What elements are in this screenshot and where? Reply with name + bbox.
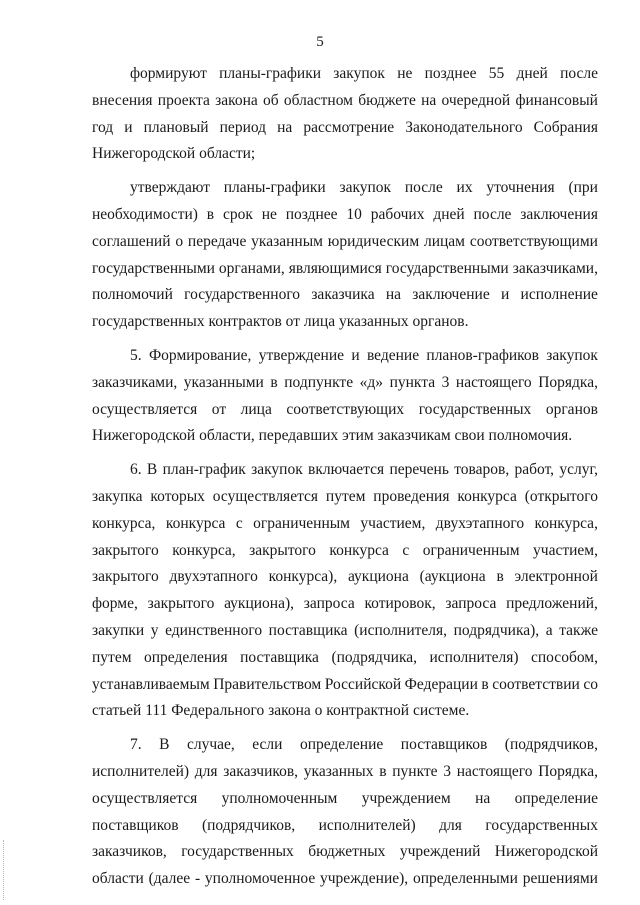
text-line: форме, закрытого аукциона), запроса котировок, запроса предложений, — [92, 595, 598, 613]
text-line: конкурса, конкурса с ограниченным участием, двухэтапного конкурса, — [92, 514, 598, 532]
paragraph-1 — [92, 61, 598, 168]
text-line: 6. В план-график закупок включается перечень товаров, работ, услуг, — [130, 461, 598, 479]
text-line: заказчиков, государственных бюджетных учреждений Нижегородской — [92, 843, 598, 861]
text-line: осуществляется от лица соответствующих государственных органов — [92, 400, 598, 418]
text-line: полномочий государственного заказчика на заключение и исполнение — [92, 286, 598, 304]
text-line: формируют планы-графики закупок не позднее 55 дней после — [130, 65, 598, 82]
text-line: государственных контрактов от лица указанных органов. — [92, 313, 469, 331]
paragraph-2 — [92, 175, 598, 336]
text-line: внесения проекта закона об областном бюджете на очередной финансовый — [92, 91, 598, 109]
text-line: год и плановый период на рассмотрение Законодательного Собрания — [92, 118, 598, 136]
text-line: поставщиков (подрядчиков, исполнителей) для государственных — [92, 816, 598, 834]
text-line: Нижегородской области; — [92, 145, 256, 163]
text-line: закрытого двухэтапного конкурса), аукциона (аукциона в электронной — [92, 568, 598, 586]
text-line: закупки у единственного поставщика (исполнителя, подрядчика), а также — [92, 621, 598, 639]
paragraph-3 — [92, 343, 598, 450]
text-line: 5. Формирование, утверждение и ведение планов-графиков закупок — [130, 346, 598, 364]
text-line: заказчиками, указанными в подпункте «д» пункта 3 настоящего Порядка, — [92, 373, 598, 391]
paragraph-5 — [92, 732, 598, 893]
text-line: утверждают планы-графики закупок после их уточнения (при — [130, 179, 598, 197]
text-line: путем определения поставщика (подрядчика, исполнителя) способом, — [92, 648, 598, 666]
text-line: закупка которых осуществляется путем проведения конкурса (открытого — [92, 487, 598, 505]
text-line: соглашений о передаче указанным юридическим лицам соответствующими — [92, 232, 598, 250]
text-line: области (далее - уполномоченное учреждение), определенными решениями — [92, 870, 598, 888]
text-line: осуществляется уполномоченным учреждением на определение — [92, 789, 598, 807]
text-line: государственными органами, являющимися государственными заказчиками, — [92, 259, 598, 277]
paragraph-4 — [92, 457, 598, 725]
page-number: 5 — [316, 34, 324, 50]
text-line: 7. В случае, если определение поставщиков (подрядчиков, — [130, 736, 598, 754]
text-line: статьей 111 Федерального закона о контрактной системе. — [92, 702, 470, 720]
text-line: закрытого конкурса, закрытого конкурса с ограниченным участием, — [92, 541, 598, 559]
text-line: исполнителей) для заказчиков, указанных в пункте 3 настоящего Порядка, — [92, 762, 598, 780]
document-body — [92, 61, 598, 900]
scan-edge-mark — [3, 840, 5, 900]
text-line: Нижегородской области, передавших этим заказчикам свои полномочия. — [92, 427, 573, 445]
text-line: устанавливаемым Правительством Российской Федерации в соответствии со — [92, 675, 598, 693]
text-line: необходимости) в срок не позднее 10 рабочих дней после заключения — [92, 205, 598, 223]
